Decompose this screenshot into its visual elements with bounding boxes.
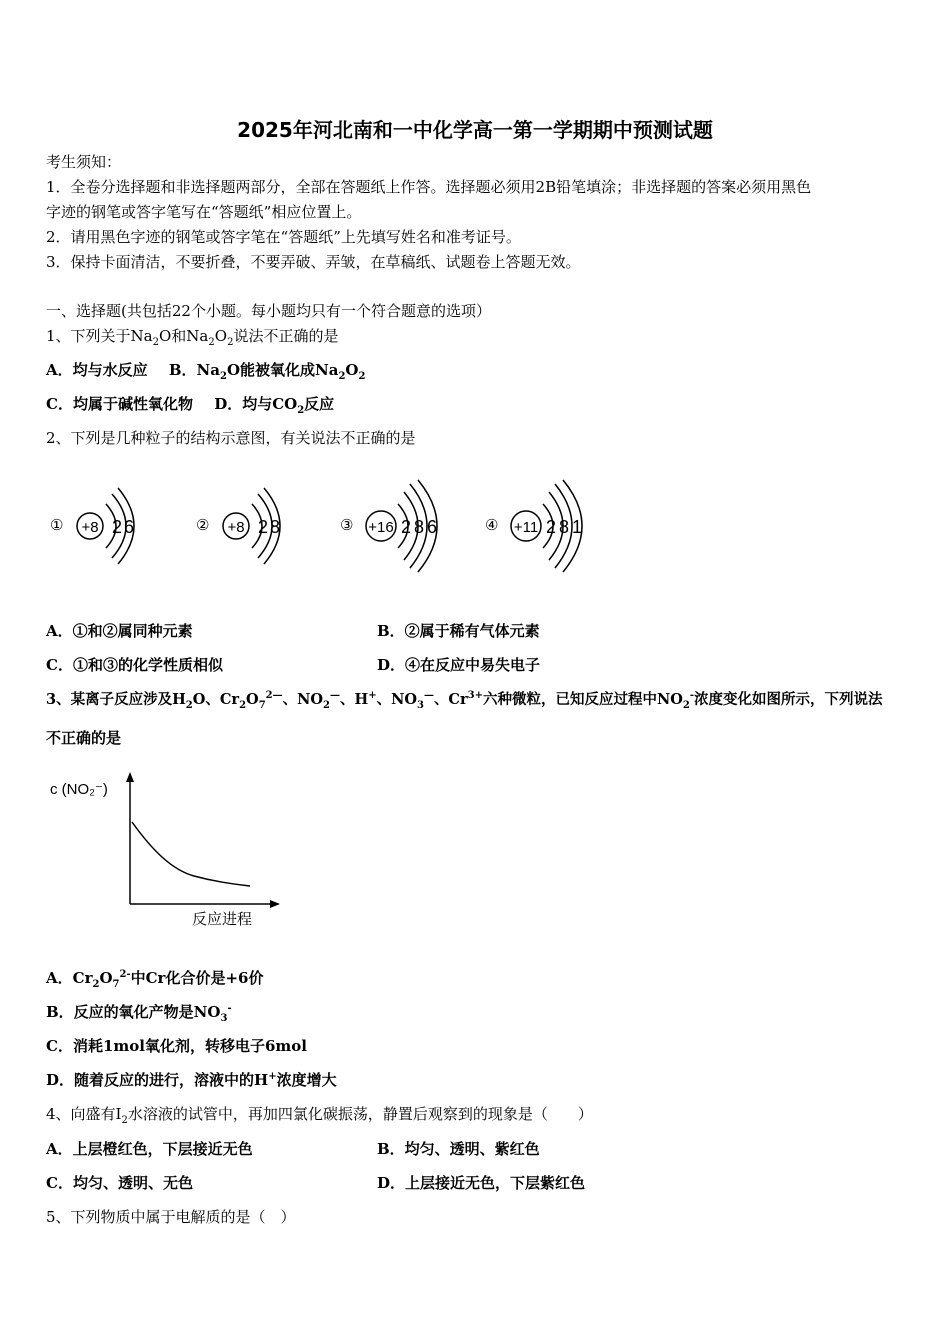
atom-structure-1 xyxy=(48,476,188,576)
atom-label: ③ xyxy=(340,516,354,534)
shell-electrons: 2 xyxy=(112,517,123,537)
q2-option-a: A．①和②属同种元素 xyxy=(46,622,193,640)
q3-option-c: C．消耗1mol氧化剂，转移电子6mol xyxy=(46,1037,307,1055)
notice-item-1: 1．全卷分选择题和非选择题两部分，全部在答题纸上作答。选择题必须用2B铅笔填涂；非选择题的答案必须用黑色 xyxy=(46,178,812,196)
q4-option-a: A．上层橙红色，下层接近无色 xyxy=(46,1140,253,1158)
atom-diagram-3 xyxy=(338,476,478,576)
graph-y-label: c (NO₂⁻) xyxy=(50,781,108,798)
atom-diagram-4 xyxy=(483,476,623,576)
atom-label: ④ xyxy=(485,516,499,534)
q3-stem-cont: 不正确的是 xyxy=(46,729,122,747)
nucleus-charge: +11 xyxy=(513,519,539,536)
atom-label: ① xyxy=(50,516,64,534)
shell-electrons: 1 xyxy=(572,517,583,537)
nucleus-charge: +16 xyxy=(368,519,394,536)
q5-stem: 5、下列物质中属于电解质的是（ ） xyxy=(46,1208,296,1226)
q2-option-d: D．④在反应中易失电子 xyxy=(377,656,541,674)
q3-option-d: D．随着反应的进行，溶液中的H+浓度增大 xyxy=(46,1071,337,1089)
q2-option-b: B．②属于稀有气体元素 xyxy=(377,622,540,640)
q4-stem: 4、向盛有$I_2$水溶液的试管中，再加四氯化碳振荡，静置后观察到的现象是（ ） xyxy=(46,1105,593,1126)
q2-stem: 2、下列是几种粒子的结构示意图，有关说法不正确的是 xyxy=(46,429,416,447)
q1-option-b: B．$Na_2O$能被氧化成$Na_2O_2$ xyxy=(168,361,366,382)
graph-x-label: 反应进程 xyxy=(192,911,253,928)
q3-option-a: A．$Cr_2O_7^{2-}$中Cr化合价是+6价 xyxy=(46,969,264,990)
shell-electrons: 8 xyxy=(270,517,281,537)
notice-item-1-cont: 字迹的钢笔或答字笔写在“答题纸”相应位置上。 xyxy=(46,203,362,221)
concentration-graph xyxy=(44,770,284,935)
atom-structure-3 xyxy=(338,476,478,576)
q4-option-d: D．上层接近无色，下层紫红色 xyxy=(377,1174,586,1192)
q1-options-ab xyxy=(46,360,365,380)
q2-option-c: C．①和③的化学性质相似 xyxy=(46,656,223,674)
q1-stem: 1、下列关于$Na_2O$和$Na_2O_2$说法不正确的是 xyxy=(46,327,339,348)
no2-curve xyxy=(132,822,250,886)
shell-electrons: 6 xyxy=(124,517,135,537)
notice-item-2: 2．请用黑色字迹的钢笔或答字笔在“答题纸”上先填写姓名和准考证号。 xyxy=(46,228,521,246)
q4-option-c: C．均匀、透明、无色 xyxy=(46,1174,193,1192)
atom-structure-4 xyxy=(483,476,623,576)
q3-option-b: B．反应的氧化产物是$NO_3^-$ xyxy=(46,1003,232,1024)
shell-electrons: 2 xyxy=(546,517,557,537)
notice-item-3: 3．保持卡面清洁，不要折叠，不要弄破、弄皱，在草稿纸、试题卷上答题无效。 xyxy=(46,253,581,271)
atom-structure-2 xyxy=(194,476,334,576)
nucleus-charge: +8 xyxy=(81,519,99,536)
concentration-curve-chart xyxy=(44,770,284,935)
page-title: 2025年河北南和一中化学高一第一学期期中预测试题 xyxy=(237,118,713,142)
q1-options-cd xyxy=(46,394,334,414)
y-axis-arrow xyxy=(126,772,134,782)
atom-label: ② xyxy=(196,516,210,534)
x-axis-arrow xyxy=(270,900,280,908)
q1-option-c: C．均属于碱性氧化物 xyxy=(46,395,193,413)
shell-electrons: 2 xyxy=(258,517,269,537)
section-heading: 一、选择题(共包括22个小题。每小题均只有一个符合题意的选项） xyxy=(46,302,491,320)
q1-option-d: D．均与$CO_2$反应 xyxy=(214,395,335,416)
shell-electrons: 8 xyxy=(559,517,570,537)
q1-option-a: A．均与水反应 xyxy=(46,361,148,379)
shell-electrons: 8 xyxy=(414,517,425,537)
q4-option-b: B．均匀、透明、紫红色 xyxy=(377,1140,540,1158)
shell-electrons: 2 xyxy=(401,517,412,537)
atom-diagram-1 xyxy=(48,476,188,576)
q3-stem: 3、某离子反应涉及$H_2O$、$Cr_2O_7^{2—}$、$NO_2^—$、H+、$NO_3^—$、$Cr^{3+}$六种微粒，已知反应过程中$NO_2^-$浓度变化如图所示，下列说法 xyxy=(46,690,883,711)
notice-heading: 考生须知： xyxy=(46,153,122,171)
atom-diagram-2 xyxy=(194,476,334,576)
nucleus-charge: +8 xyxy=(227,519,245,536)
shell-electrons: 6 xyxy=(427,517,438,537)
